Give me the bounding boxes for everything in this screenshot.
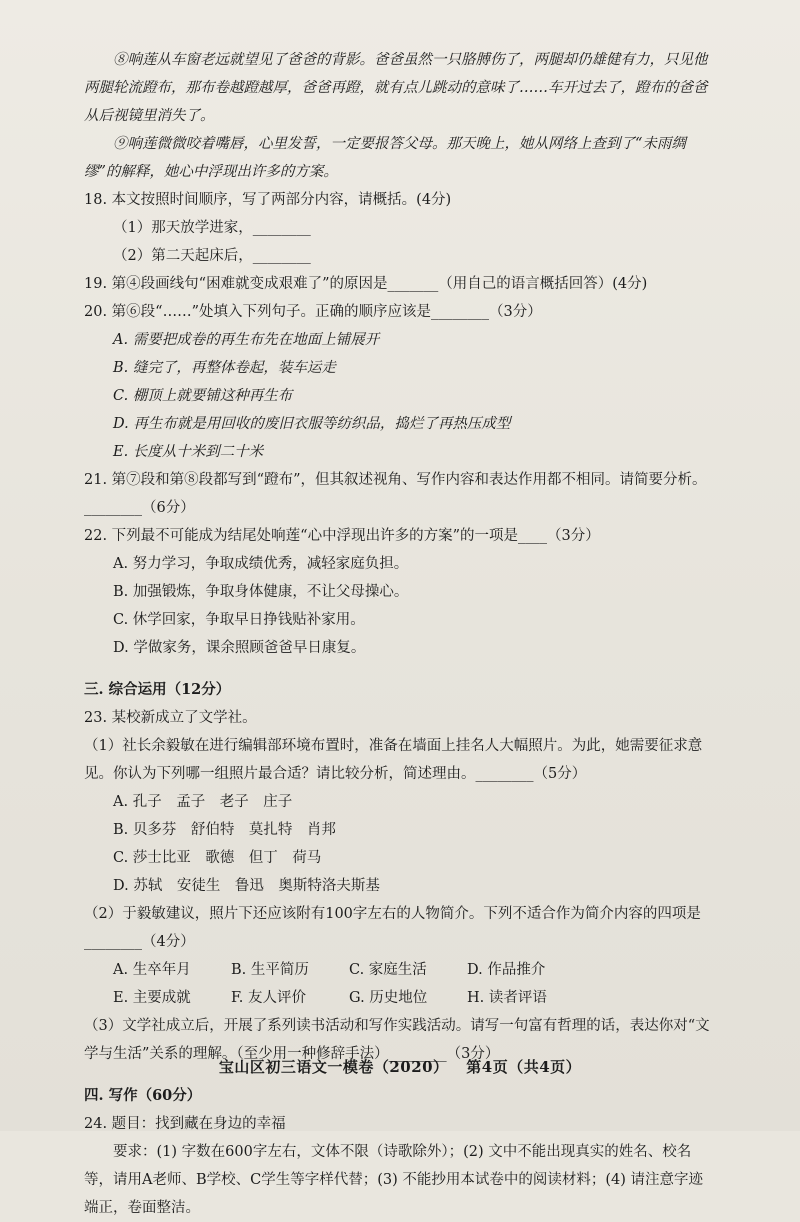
question-20-option-b: B. 缝完了，再整体卷起，装车运走 xyxy=(113,360,336,376)
option-a: A. 生卒年月 xyxy=(113,962,191,978)
question-23: 23. 某校新成立了文学社。 xyxy=(84,710,257,726)
question-23-2-options-row-2 xyxy=(84,984,716,1012)
question-22-option-d: D. 学做家务，课余照顾爸爸早日康复。 xyxy=(113,640,366,656)
option-g: G. 历史地位 xyxy=(349,990,428,1006)
question-20-option-e: E. 长度从十米到二十米 xyxy=(113,444,264,460)
question-20-option-d: D. 再生布就是用回收的废旧衣服等纺织品，捣烂了再热压成型 xyxy=(113,416,511,432)
option-d: D. 作品推介 xyxy=(467,962,546,978)
question-24: 24. 题目：找到藏在身边的幸福 xyxy=(84,1116,286,1132)
question-23-1-option-c: C. 莎士比亚 歌德 但丁 荷马 xyxy=(113,850,322,866)
question-22-option-c: C. 休学回家，争取早日挣钱贴补家用。 xyxy=(113,612,365,628)
page-footer xyxy=(0,1056,800,1077)
question-23-1-option-d: D. 苏轼 安徒生 鲁迅 奥斯特洛夫斯基 xyxy=(113,878,380,894)
question-22-option-a: A. 努力学习，争取成绩优秀，减轻家庭负担。 xyxy=(113,556,409,572)
question-23-part-3: （3）文学社成立后，开展了系列读书活动和写作实践活动。请写一句富有哲理的话，表达你对“文学与生活”关系的理解。（至少用一种修辞手法）________（3分） xyxy=(84,1018,710,1062)
question-22: 22. 下列最不可能成为结尾处响莲“心中浮现出许多的方案”的一项是____（3分） xyxy=(84,528,600,544)
question-18-part-1: （1）那天放学进家，________ xyxy=(113,220,311,236)
reading-paragraph-9: ⑨响莲微微咬着嘴唇，心里发誓，一定要报答父母。那天晚上，她从网络上查到了“未雨绸缪”的解释，她心中浮现出许多的方案。 xyxy=(84,136,686,180)
question-23-part-1: （1）社长余毅敏在进行编辑部环境布置时，准备在墙面上挂名人大幅照片。为此，她需要征求意见。你认为下列哪一组照片最合适？请比较分析，简述理由。________（5分） xyxy=(84,738,703,782)
question-21: 21. 第⑦段和第⑧段都写到“蹬布”，但其叙述视角、写作内容和表达作用都不相同。请简要分析。________（6分） xyxy=(84,472,707,516)
question-20: 20. 第⑥段“……”处填入下列句子。正确的顺序应该是________（3分） xyxy=(84,304,542,320)
question-23-part-2: （2）于毅敏建议，照片下还应该附有100字左右的人物简介。下列不适合作为简介内容的四项是________（4分） xyxy=(84,906,701,950)
section-3-heading: 三. 综合运用（12分） xyxy=(84,681,231,698)
option-e: E. 主要成就 xyxy=(113,990,191,1006)
page-number: 第4页（共4页） xyxy=(466,1058,582,1076)
question-23-1-option-b: B. 贝多芬 舒伯特 莫扎特 肖邦 xyxy=(113,822,336,838)
question-20-option-a: A. 需要把成卷的再生布先在地面上铺展开 xyxy=(113,332,380,348)
page-content xyxy=(84,46,716,1222)
question-23-1-option-a: A. 孔子 孟子 老子 庄子 xyxy=(113,794,293,810)
question-18-part-2: （2）第二天起床后，________ xyxy=(113,248,311,264)
question-19: 19. 第④段画线句“困难就变成艰难了”的原因是_______（用自己的语言概括回答）(4分) xyxy=(84,276,648,292)
option-f: F. 友人评价 xyxy=(231,990,307,1006)
option-c: C. 家庭生活 xyxy=(349,962,427,978)
question-24-requirements: 要求：(1) 字数在600字左右，文体不限（诗歌除外）；(2) 文中不能出现真实的姓名、校名等，请用A老师、B学校、C学生等字样代替；(3) 不能抄用本试卷中的阅读材料；(4) 请注意字迹端正，卷面整洁。 xyxy=(84,1144,704,1216)
reading-paragraph-8: ⑧响莲从车窗老远就望见了爸爸的背影。爸爸虽然一只胳膊伤了，两腿却仍雄健有力，只见他两腿轮流蹬布，那布卷越蹬越厚，爸爸再蹬，就有点儿跳动的意味了……车开过去了，蹬布的爸爸从后视镜里消失了。 xyxy=(84,52,708,124)
option-h: H. 读者评语 xyxy=(467,990,547,1006)
section-4-heading: 四. 写作（60分） xyxy=(84,1087,202,1104)
question-18: 18. 本文按照时间顺序，写了两部分内容，请概括。(4分) xyxy=(84,192,452,208)
exam-title: 宝山区初三语文一模卷（2020） xyxy=(218,1058,449,1076)
question-20-option-c: C. 棚顶上就要铺这种再生布 xyxy=(113,388,293,404)
question-22-option-b: B. 加强锻炼，争取身体健康，不让父母操心。 xyxy=(113,584,409,600)
question-23-2-options-row-1 xyxy=(84,956,716,984)
option-b: B. 生平简历 xyxy=(231,962,309,978)
